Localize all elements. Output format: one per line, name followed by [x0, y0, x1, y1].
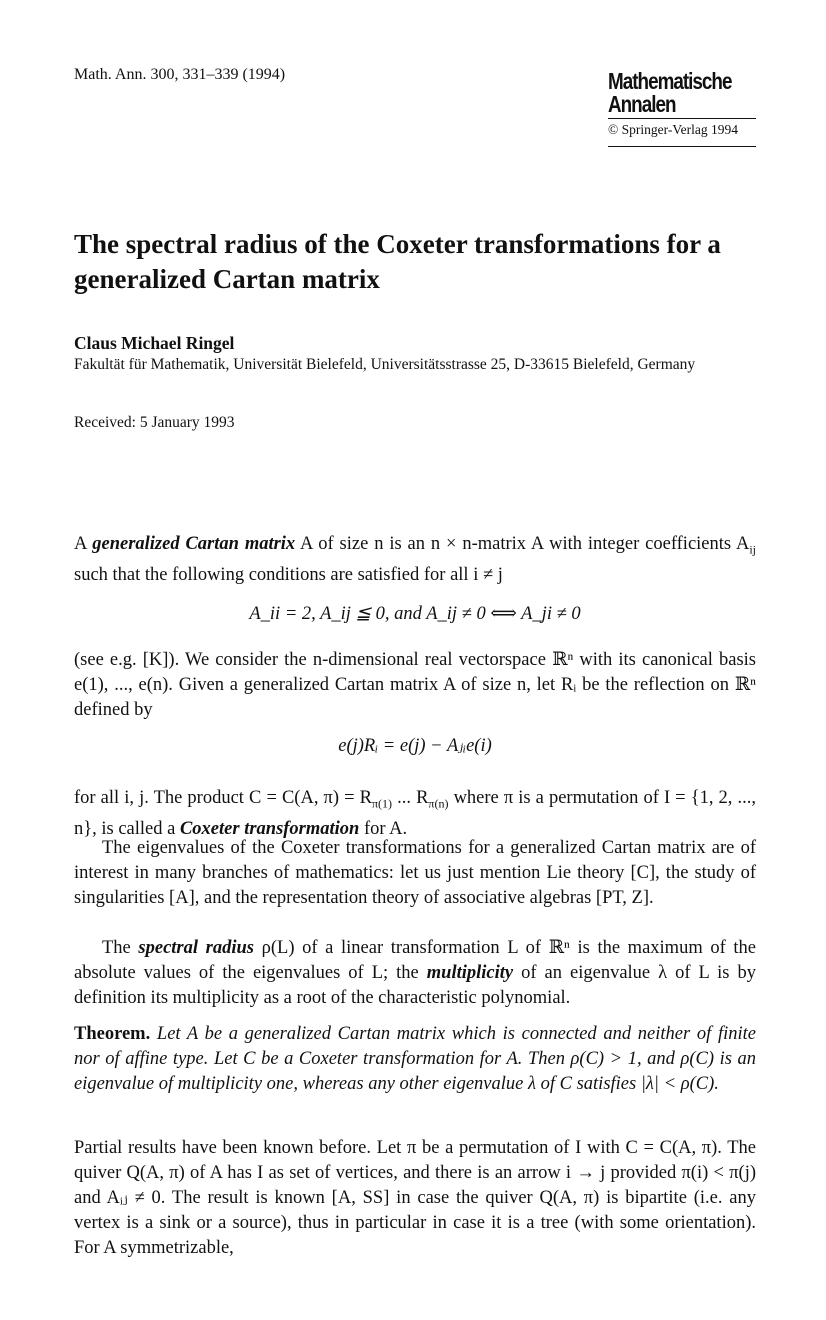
- theorem-label: Theorem.: [74, 1024, 151, 1044]
- equation-1: A_ii = 2, A_ij ≦ 0, and A_ij ≠ 0 ⟺ A_ji ≠ 0: [249, 604, 581, 624]
- citation: Math. Ann. 300, 331–339 (1994): [74, 66, 286, 83]
- affiliation: Fakultät für Mathematik, Universität Bielefeld, Universitätsstrasse 25, D-33615 Bielefeld, Germany: [74, 356, 696, 373]
- paragraph-3: for all i, j. The product C = C(A, $\pi) = R_{\pi(1)}$ ... $R_{\pi(n)}$ where π is a permutation of I = {1, 2, ..., n}, is called a Coxeter transformation for A.: [74, 788, 756, 839]
- received-date: Received: 5 January 1993: [74, 414, 235, 431]
- equation-2: e(j)Rᵢ = e(j) − Aⱼᵢe(i): [338, 736, 492, 756]
- paragraph-6: Partial results have been known before. Let π be a permutation of I with C = C(A, π). The quiver Q(A, π) of A has I as set of vertices, and there is an arrow i → j provided π(i) < π(j) and Aᵢⱼ ≠ 0. The result is known [A, SS] in case the quiver Q(A, π) is bipartite (i.e. any vertex is a sink or a source), thus in particular in case it is a tree (with some orientation). For A symmetrizable,: [74, 1138, 756, 1258]
- theorem-text: Let A be a generalized Cartan matrix which is connected and neither of finite nor of affine type. Let C be a Coxeter transformation for A. Then ρ(C) > 1, and ρ(C) is an eigenvalue of multiplicity one, whereas any other eigenvalue λ of C satisfies |λ| < ρ(C).: [74, 1024, 756, 1094]
- paragraph-4: The eigenvalues of the Coxeter transformations for a generalized Cartan matrix are of interest in many branches of mathematics: let us just mention Lie theory [C], the study of singularities [A], and the representation theory of associative algebras [PT, Z].: [74, 838, 756, 908]
- journal-logo-line2: Annalen: [608, 91, 676, 117]
- term-spectral-radius: spectral radius: [138, 938, 254, 958]
- paragraph-5: The spectral radius ρ(L) of a linear transformation L of ℝⁿ is the maximum of the absolute values of the eigenvalues of L; the multiplicity of an eigenvalue λ of L is by definition its multiplicity as a root of the characteristic polynomial.: [74, 938, 756, 1008]
- theorem: [74, 1022, 756, 1097]
- logo-rule-top: [608, 118, 756, 119]
- journal-logo: [608, 70, 731, 116]
- term-coxeter-transformation: Coxeter transformation: [179, 818, 360, 839]
- term-multiplicity: multiplicity: [426, 963, 514, 983]
- article-title: The spectral radius of the Coxeter transformations for a generalized Cartan matrix: [74, 229, 721, 294]
- paragraph-2: (see e.g. [K]). We consider the n-dimensional real vectorspace ℝⁿ with its canonical basis e(1), ..., e(n). Given a generalized Cartan matrix A of size n, let Rᵢ be the reflection on ℝⁿ defined by: [74, 650, 756, 720]
- publisher: © Springer-Verlag 1994: [608, 122, 738, 137]
- author: Claus Michael Ringel: [74, 333, 235, 353]
- logo-rule-bottom: [608, 146, 756, 147]
- term-generalized-cartan-matrix: generalized Cartan matrix: [92, 534, 296, 554]
- paragraph-1: A generalized Cartan matrix A of size n is an n × n-matrix A with integer coefficients $A_{ij}$ such that the following conditions are satisfied for all i ≠ j: [74, 534, 756, 585]
- journal-logo-line1: Mathematische: [608, 68, 732, 94]
